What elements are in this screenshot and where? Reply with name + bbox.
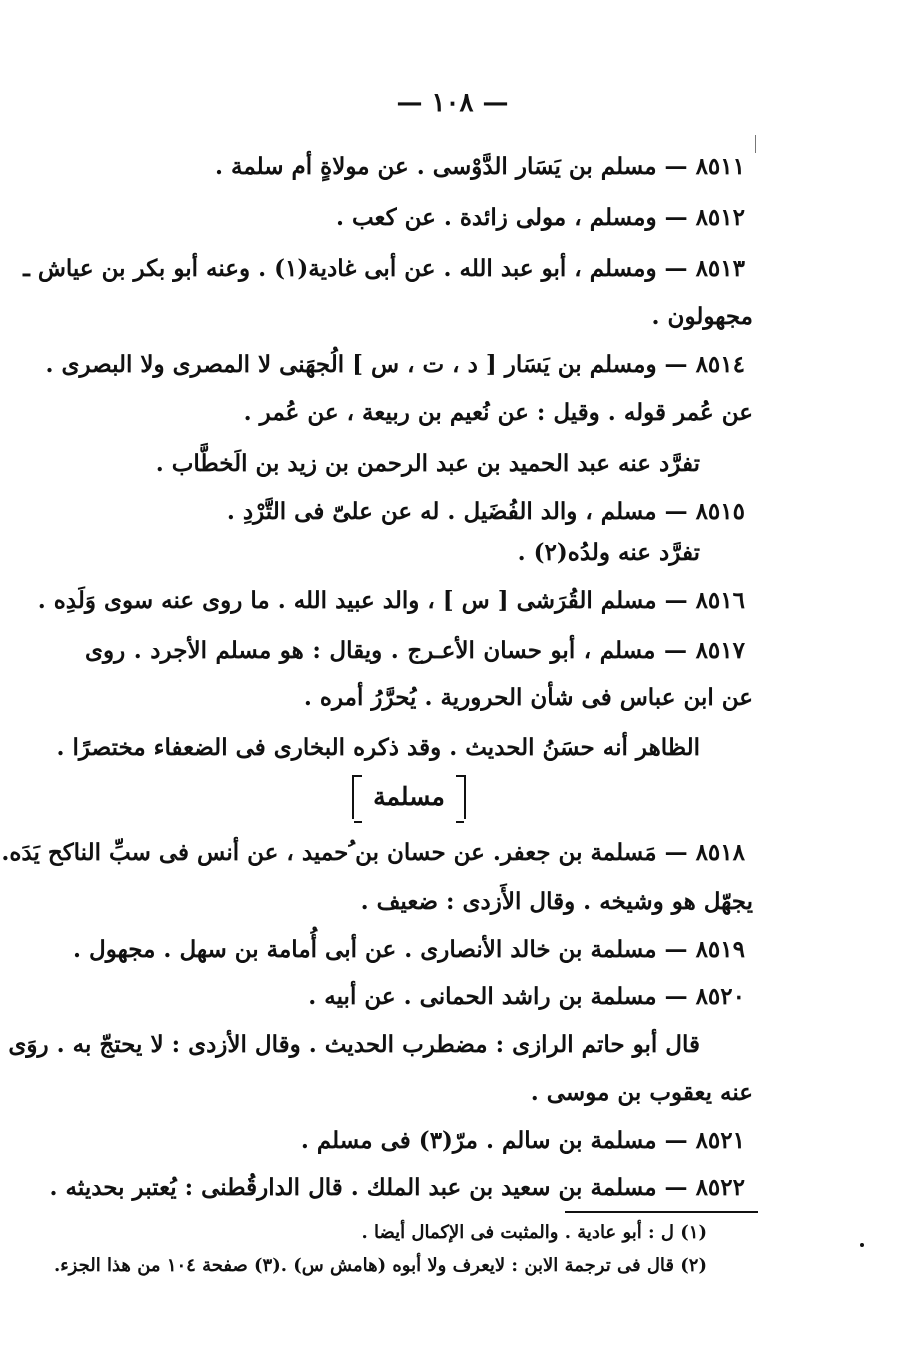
entry-8519: ٨٥١٩ — مسلمة بن خالد الأنصارى . عن أبى أُمامة بن سهل . مجهول . — [73, 936, 745, 963]
entry-8520-cont: عنه يعقوب بن موسى . — [530, 1079, 753, 1106]
entry-8515-note: تفرَّد عنه ولدُه(٢) . — [517, 539, 700, 566]
entry-8517-cont: عن ابن عباس فى شأن الحرورية . يُحرَّرُ أمره . — [303, 684, 753, 711]
footnote-1: (١) ل : أبو عادية . والمثبت فى الإكمال أيضا . — [361, 1222, 707, 1243]
footnote-2: (٢) قال فى ترجمة الابن : لايعرف ولا أبوه (هامش س) .(٣) صفحة ١٠٤ من هذا الجزء. — [53, 1255, 707, 1276]
entry-8517: ٨٥١٧ — مسلم ، أبو حسان الأعـرج . ويقال : هو مسلم الأجرد . روى — [85, 637, 745, 664]
entry-8520: ٨٥٢٠ — مسلمة بن راشد الحمانى . عن أبيه . — [308, 983, 745, 1010]
page-number: — ١٠٨ — — [396, 88, 509, 118]
entry-8517-note: الظاهر أنه حسَنُ الحديث . وقد ذكره البخارى فى الضعفاء مختصرًا . — [56, 734, 700, 761]
entry-8514: ٨٥١٤ — ومسلم بن يَسَار [ د ، ت ، س ] الُجهَنى لا المصرى ولا البصرى . — [45, 351, 745, 378]
entry-8513-cont: مجهولون . — [651, 303, 753, 330]
entry-8514-cont: عن عُمر قوله . وقيل : عن نُعيم بن ربيعة ، عن عُمر . — [243, 399, 753, 426]
entry-8511: ٨٥١١ — مسلم بن يَسَار الدَّوْسى . عن مولاةٍ أم سلمة . — [215, 153, 745, 180]
margin-mark — [755, 135, 756, 153]
entry-8521: ٨٥٢١ — مسلمة بن سالم . مرّ(٣) فى مسلم . — [300, 1127, 745, 1154]
entry-8512: ٨٥١٢ — ومسلم ، مولى زائدة . عن كعب . — [335, 204, 745, 231]
entry-8522: ٨٥٢٢ — مسلمة بن سعيد بن عبد الملك . قال الدارقُطنى : يُعتبر بحديثه . — [49, 1174, 745, 1201]
section-heading: مسلمة — [352, 775, 466, 819]
footnote-rule — [565, 1211, 758, 1213]
entry-8518-cont: يجهّل هو وشيخه . وقال الأَزدى : ضعيف . — [360, 888, 753, 915]
entry-8516: ٨٥١٦ — مسلم القُرَشى [ س ] ، والد عبيد الله . ما روى عنه سوى وَلَدِه . — [37, 587, 745, 614]
entry-8518: ٨٥١٨ — مَسلمة بن جعفر. عن حسان بن ُحميد ، عن أنس فى سبِّ الناكح يَدَه. — [1, 839, 745, 866]
entry-8520-note: قال أبو حاتم الرازى : مضطرب الحديث . وقال الأزدى : لا يحتجّ به . روَى — [8, 1031, 700, 1058]
entry-8514-note: تفرَّد عنه عبد الحميد بن عبد الرحمن بن زيد بن الَخطَّاب . — [155, 450, 700, 477]
entry-8515: ٨٥١٥ — مسلم ، والد الفُضَيل . له عن علىّ فى التَّرْدِ . — [226, 498, 745, 525]
margin-dot — [860, 1243, 864, 1247]
entry-8513: ٨٥١٣ — ومسلم ، أبو عبد الله . عن أبى غادية(١) . وعنه أبو بكر بن عياش ـ — [23, 255, 745, 282]
